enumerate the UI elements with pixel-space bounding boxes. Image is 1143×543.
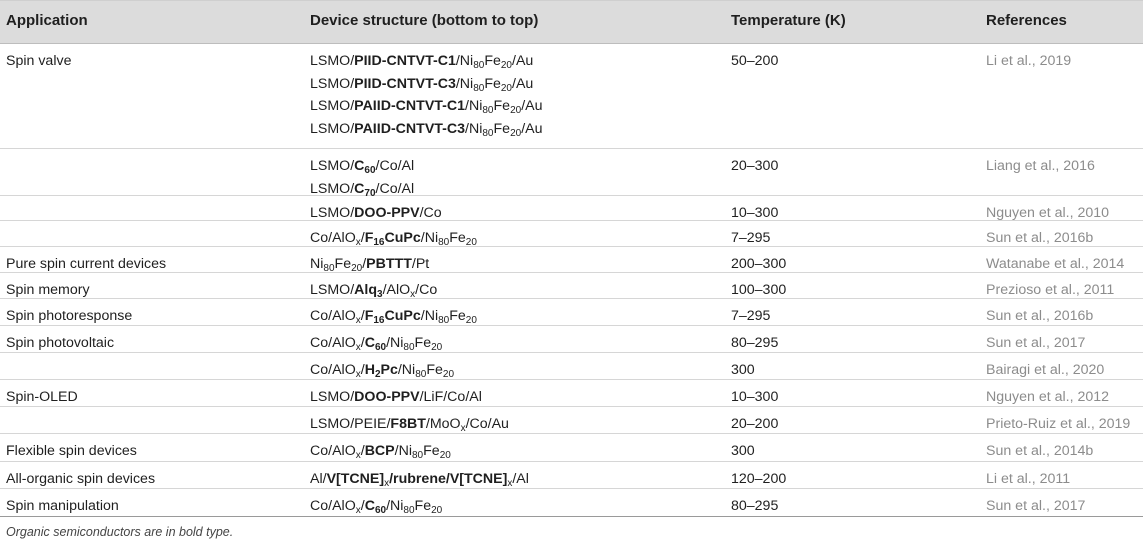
text-segment: CuPc: [384, 230, 421, 246]
cell-reference[interactable]: Prezioso et al., 2011: [986, 282, 1115, 298]
text-segment: /: [360, 335, 365, 351]
table-header: [0, 0, 1143, 44]
subscript: 16: [373, 315, 385, 326]
text-segment: /Co: [419, 205, 442, 221]
cell-temperature: 300: [731, 443, 755, 459]
text-segment: /Ni: [455, 53, 474, 69]
cell-reference[interactable]: Prieto-Ruiz et al., 2019: [986, 416, 1131, 432]
subscript: x: [355, 342, 361, 353]
cell-application: Spin photovoltaic: [6, 335, 115, 351]
table-row: [0, 196, 1143, 221]
cell-device-structure: [310, 155, 414, 200]
text-segment: F: [364, 308, 374, 324]
text-segment: /LiF/Co/Al: [419, 389, 482, 405]
text-segment: Fe: [334, 256, 352, 272]
text-segment: /rubrene/V[TCNE]: [389, 471, 508, 487]
text-segment: Fe: [414, 335, 432, 351]
cell-temperature: 7–295: [731, 230, 771, 246]
cell-application: Spin photoresponse: [6, 308, 133, 324]
structure-line: [310, 413, 509, 436]
text-segment: /Co/Al: [375, 180, 415, 197]
text-segment: /: [360, 498, 365, 514]
text-segment: LSMO/: [310, 389, 355, 405]
table-row: [0, 326, 1143, 353]
subscript: 16: [373, 237, 385, 248]
subscript: x: [384, 478, 390, 489]
cell-application: Spin-OLED: [6, 389, 78, 405]
text-segment: C: [354, 158, 365, 174]
cell-application: All-organic spin devices: [6, 471, 156, 487]
cell-reference[interactable]: Nguyen et al., 2012: [986, 389, 1110, 405]
structure-line: [310, 118, 542, 141]
text-segment: /Co: [415, 282, 438, 298]
cell-temperature: 7–295: [731, 308, 771, 324]
cell-temperature: 50–200: [731, 53, 779, 69]
cell-reference[interactable]: Sun et al., 2014b: [986, 443, 1094, 459]
text-segment: PBTTT: [366, 256, 412, 272]
text-segment: V[TCNE]: [326, 471, 385, 487]
cell-reference[interactable]: Sun et al., 2017: [986, 335, 1086, 351]
subscript: x: [507, 478, 513, 489]
subscript: 80: [482, 105, 494, 116]
text-segment: /: [360, 443, 365, 459]
cell-device-structure: [310, 495, 442, 518]
cell-device-structure: [310, 305, 477, 328]
table-row: [0, 149, 1143, 199]
subscript: 20: [351, 263, 363, 274]
cell-temperature: 20–300: [731, 158, 779, 174]
text-segment: /Ni: [386, 498, 404, 514]
text-segment: Fe: [484, 53, 501, 69]
table-row: [0, 462, 1143, 489]
cell-temperature: 80–295: [731, 335, 779, 351]
subscript: 80: [412, 450, 424, 461]
subscript: x: [355, 369, 361, 380]
text-segment: /Co/Au: [465, 416, 509, 432]
text-segment: /Ni: [465, 98, 483, 114]
text-segment: F: [364, 230, 374, 246]
structure-line: [310, 468, 529, 491]
text-segment: Co/AlO: [310, 362, 356, 378]
text-segment: Co/AlO: [310, 230, 356, 246]
subscript: 60: [374, 342, 387, 353]
header-references: References: [986, 12, 1067, 29]
text-segment: PIID-CNTVT-C1: [354, 53, 456, 69]
structure-line: [310, 50, 542, 73]
cell-temperature: 20–200: [731, 416, 779, 432]
cell-device-structure: [310, 413, 509, 436]
cell-reference[interactable]: Li et al., 2019: [986, 53, 1072, 69]
text-segment: Fe: [484, 75, 501, 92]
cell-temperature: 10–300: [731, 389, 779, 405]
cell-reference[interactable]: Sun et al., 2016b: [986, 308, 1094, 324]
text-segment: PIID-CNTVT-C3: [354, 75, 456, 92]
text-segment: Ni: [310, 256, 324, 272]
text-segment: LSMO/: [310, 120, 355, 137]
text-segment: PAIID-CNTVT-C1: [354, 98, 466, 114]
table-row: [0, 353, 1143, 380]
subscript: 20: [500, 60, 512, 71]
table-row: [0, 247, 1143, 273]
text-segment: /MoO: [425, 416, 461, 432]
subscript: 20: [510, 105, 522, 116]
cell-temperature: 200–300: [731, 256, 787, 272]
text-segment: LSMO/: [310, 180, 355, 197]
text-segment: Fe: [449, 230, 466, 246]
text-segment: PAIID-CNTVT-C3: [354, 120, 466, 137]
cell-reference[interactable]: Sun et al., 2016b: [986, 230, 1094, 246]
text-segment: Alq: [354, 282, 378, 298]
text-segment: LSMO/: [310, 282, 355, 298]
text-segment: C: [364, 335, 375, 351]
text-segment: /Ni: [455, 75, 474, 92]
text-segment: /Al: [512, 471, 529, 487]
text-segment: Fe: [423, 443, 440, 459]
structure-line: [310, 332, 442, 355]
subscript: 80: [403, 342, 415, 353]
structure-line: [310, 73, 542, 96]
cell-temperature: 300: [731, 362, 755, 378]
cell-reference[interactable]: Watanabe et al., 2014: [986, 256, 1125, 272]
table-row: [0, 434, 1143, 462]
cell-device-structure: [310, 468, 529, 491]
text-segment: LSMO/PEIE/: [310, 416, 391, 432]
text-segment: H: [364, 362, 375, 378]
text-segment: Fe: [493, 120, 511, 137]
subscript: x: [355, 450, 361, 461]
text-segment: /Ni: [420, 308, 439, 324]
subscript: 80: [403, 505, 415, 516]
text-segment: Fe: [449, 308, 466, 324]
subscript: x: [460, 423, 466, 434]
subscript: 20: [439, 450, 451, 461]
cell-application: Flexible spin devices: [6, 443, 137, 459]
subscript: 20: [431, 342, 443, 353]
text-segment: LSMO/: [310, 158, 355, 174]
text-segment: /Pt: [411, 256, 430, 272]
subscript: x: [355, 505, 361, 516]
structure-line: [310, 155, 414, 178]
text-segment: /: [360, 362, 365, 378]
cell-temperature: 10–300: [731, 205, 779, 221]
text-segment: /Ni: [465, 120, 483, 137]
cell-reference[interactable]: Nguyen et al., 2010: [986, 205, 1110, 221]
subscript: 80: [438, 237, 450, 248]
text-segment: LSMO/: [310, 98, 355, 114]
cell-temperature: 100–300: [731, 282, 787, 298]
subscript: 20: [465, 315, 477, 326]
text-segment: C: [364, 498, 375, 514]
subscript: 3: [377, 289, 383, 300]
text-segment: /Ni: [386, 335, 404, 351]
text-segment: /AlO: [382, 282, 411, 298]
table-body: [0, 44, 1143, 517]
cell-temperature: 80–295: [731, 498, 779, 514]
text-segment: Co/AlO: [310, 498, 356, 514]
text-segment: Co/AlO: [310, 335, 356, 351]
cell-reference[interactable]: Bairagi et al., 2020: [986, 362, 1105, 378]
subscript: x: [355, 315, 361, 326]
subscript: 20: [442, 369, 455, 380]
cell-application: Spin valve: [6, 53, 72, 69]
cell-device-structure: [310, 359, 454, 382]
structure-line: [310, 386, 482, 409]
text-segment: DOO-PPV: [354, 389, 420, 405]
cell-device-structure: [310, 440, 451, 463]
subscript: x: [355, 237, 361, 248]
table-footnote: Organic semiconductors are in bold type.: [6, 525, 234, 539]
text-segment: /Ni: [394, 443, 412, 459]
cell-reference[interactable]: Li et al., 2011: [986, 471, 1071, 487]
text-segment: C: [354, 180, 365, 197]
structure-line: [310, 305, 477, 328]
subscript: x: [410, 289, 416, 300]
table-row: [0, 407, 1143, 434]
text-segment: /Au: [512, 53, 534, 69]
subscript: 20: [510, 127, 522, 139]
cell-device-structure: [310, 386, 482, 409]
cell-device-structure: [310, 332, 442, 355]
table-row: [0, 299, 1143, 326]
subscript: 80: [438, 315, 450, 326]
cell-temperature: 120–200: [731, 471, 787, 487]
text-segment: LSMO/: [310, 75, 355, 92]
subscript: 70: [364, 187, 376, 199]
text-segment: LSMO/: [310, 205, 355, 221]
table-row: [0, 489, 1143, 517]
text-segment: Fe: [414, 498, 432, 514]
text-segment: Co/AlO: [310, 308, 356, 324]
header-device-structure: Device structure (bottom to top): [310, 12, 539, 29]
header-temperature: Temperature (K): [731, 12, 846, 29]
table-row: [0, 221, 1143, 247]
header-application: Application: [6, 12, 88, 29]
subscript: 80: [473, 60, 485, 71]
text-segment: /Au: [512, 75, 534, 92]
subscript: 60: [374, 505, 387, 516]
text-segment: Al/: [310, 471, 327, 487]
text-segment: /Co/Al: [375, 158, 415, 174]
subscript: 80: [415, 369, 427, 380]
cell-application: Spin memory: [6, 282, 90, 298]
cell-application: Spin manipulation: [6, 498, 119, 514]
subscript: 60: [364, 165, 376, 176]
cell-application: Pure spin current devices: [6, 256, 167, 272]
text-segment: F8BT: [390, 416, 426, 432]
structure-line: [310, 359, 454, 382]
text-segment: BCP: [364, 443, 395, 459]
text-segment: /: [360, 230, 365, 246]
text-segment: CuPc: [384, 308, 421, 324]
table-row: [0, 380, 1143, 407]
cell-reference[interactable]: Liang et al., 2016: [986, 158, 1095, 174]
structure-line: [310, 495, 442, 518]
text-segment: Fe: [493, 98, 511, 114]
table-row: [0, 44, 1143, 149]
subscript: 20: [431, 505, 443, 516]
subscript: 80: [323, 263, 335, 274]
text-segment: /: [362, 256, 367, 272]
text-segment: /: [360, 308, 365, 324]
text-segment: /Au: [521, 98, 543, 114]
subscript: 80: [473, 82, 485, 94]
subscript: 2: [374, 369, 381, 380]
subscript: 80: [482, 127, 494, 139]
structure-line: [310, 95, 542, 118]
table-row: [0, 273, 1143, 299]
cell-reference[interactable]: Sun et al., 2017: [986, 498, 1086, 514]
text-segment: DOO-PPV: [354, 205, 420, 221]
text-segment: Co/AlO: [310, 443, 356, 459]
cell-device-structure: [310, 50, 542, 140]
text-segment: LSMO/: [310, 53, 355, 69]
subscript: 20: [500, 82, 512, 94]
structure-line: [310, 440, 451, 463]
subscript: 20: [465, 237, 477, 248]
text-segment: /Au: [521, 120, 543, 137]
text-segment: Fe: [426, 362, 443, 378]
text-segment: /Ni: [420, 230, 439, 246]
text-segment: Pc: [380, 362, 398, 378]
text-segment: /Ni: [397, 362, 416, 378]
